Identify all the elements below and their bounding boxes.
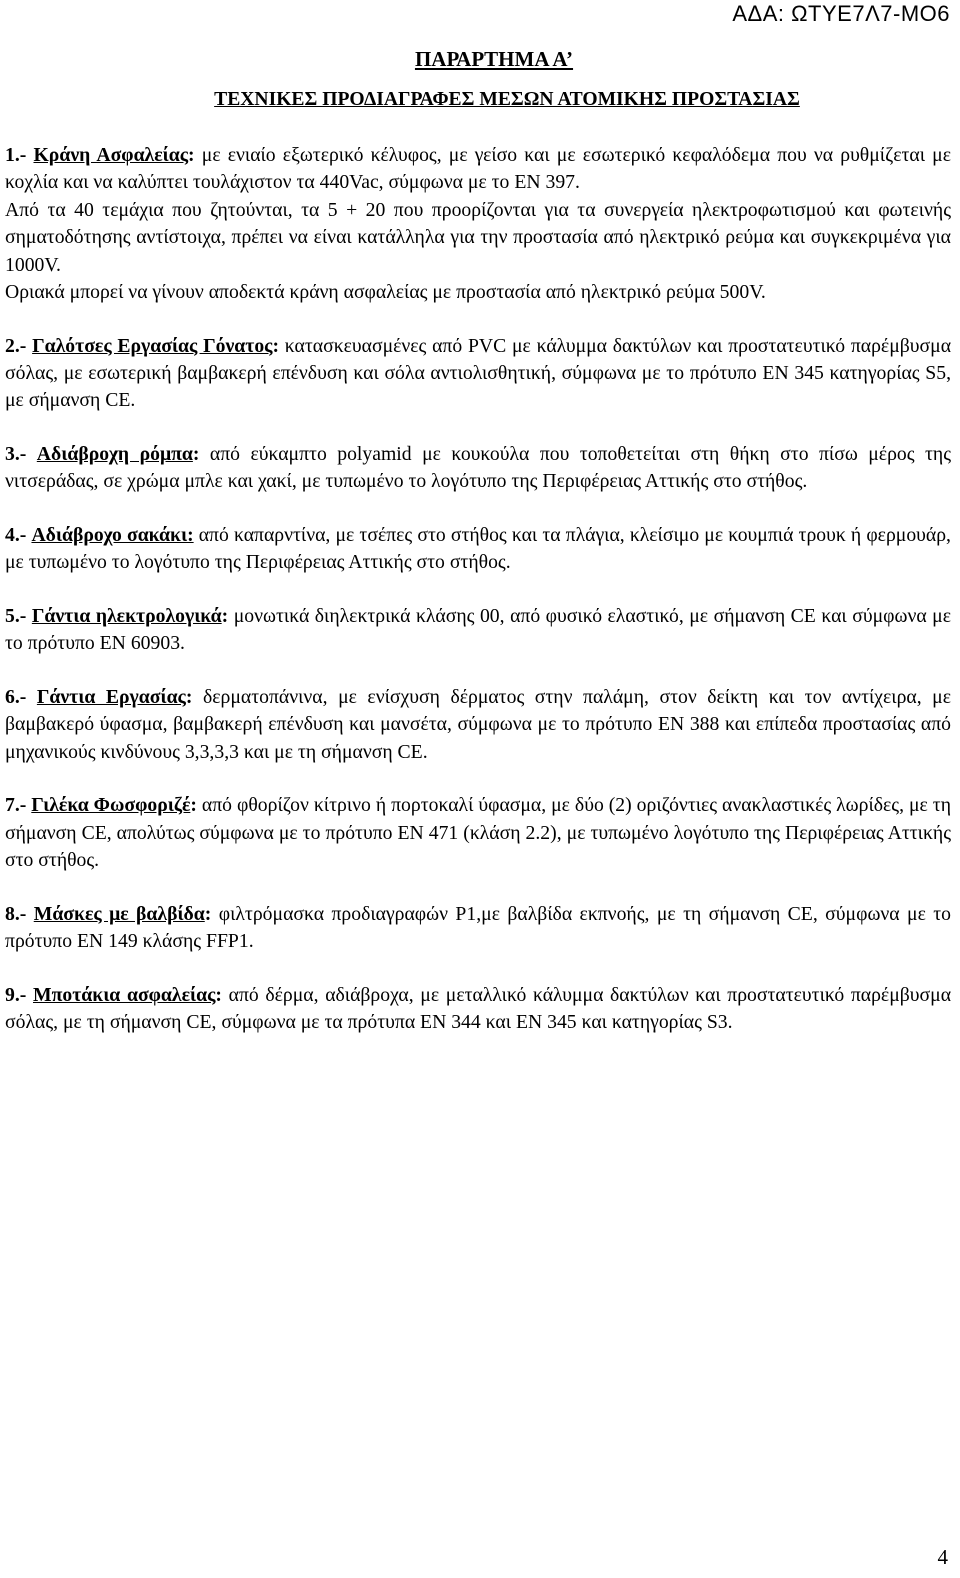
item-name: Αδιάβροχη ρόμπα bbox=[36, 443, 193, 466]
item-name: Αδιάβροχο σακάκι: bbox=[31, 524, 194, 547]
item-number: 4.- bbox=[5, 524, 27, 547]
item-text: από εύκαμπτο polyamid με κουκούλα που τοποθετείται στη θήκη στο πίσω μέρος της νιτσεράδας, σε χρώμα μπλε και χακί, με τυπωμένο το λογότυπο της Περιφέρειας Αττικής στο στήθος. bbox=[5, 443, 951, 493]
item-number: 9.- bbox=[5, 983, 27, 1006]
item-text: από καπαρντίνα, με τσέπες στο στήθος και τα πλάγια, κλείσιμο με κουμπιά τρουκ ή φερμουάρ, με τυπωμένο το λογότυπο της Περιφέρειας Αττικής στο στήθος. bbox=[5, 524, 951, 574]
item-text: από δέρμα, αδιάβροχα, με μεταλλικό κάλυμμα δακτύλων και προστατευτικό παρέμβυσμα σόλας, με τη σήμανση CE, σύμφωνα με τα πρότυπα ΕΝ 344 και ΕΝ 345 και κατηγορίας S3. bbox=[5, 983, 952, 1034]
item-extra-text: Από τα 40 τεμάχια που ζητούνται, τα 5 + 20 που προορίζονται για τα συνεργεία ηλεκτροφωτισμού και φωτεινής σηματοδότησης αντίστοιχα, πρέπει να είναι κατάλληλα για την προστασία από ηλεκτρικό ρεύμα και συγκεκριμένα για 1000V. bbox=[5, 198, 951, 276]
annex-title: ΠΑΡΑΡΤΗΜΑ Α’ bbox=[414, 47, 574, 71]
item-colon: : bbox=[204, 902, 212, 925]
spec-item-electrical-gloves bbox=[5, 603, 951, 658]
ada-code: ΑΔΑ: ΩΤΥΕ7Λ7-ΜΟ6 bbox=[732, 1, 950, 26]
item-number: 3.- bbox=[5, 443, 27, 466]
item-text: δερματοπάνινα, με ενίσχυση δέρματος στην παλάμη, στον δείκτη και τον αντίχειρα, με βαμβακερό ύφασμα, βαμβακερή επένδυση και μανσέτα, σύμφωνα με το πρότυπο ΕΝ 388 και επίπεδα προστασίας από μηχανικούς κινδύνους 3,3,3,3 και με τη σήμανση CE. bbox=[5, 686, 951, 763]
item-text: μονωτικά διηλεκτρικά κλάσης 00, από φυσικό ελαστικό, με σήμανση CE και σύμφωνα με το πρότυπο ΕΝ 60903. bbox=[5, 605, 951, 655]
item-name: Μάσκες με βαλβίδα bbox=[33, 902, 205, 925]
item-colon: : bbox=[215, 983, 222, 1006]
spec-list bbox=[5, 142, 951, 1063]
item-colon: : bbox=[190, 794, 197, 817]
spec-item-work-gloves bbox=[5, 684, 951, 766]
item-colon: : bbox=[192, 443, 200, 466]
item-text: κατασκευασμένες από PVC με κάλυμμα δακτύλων και προστατευτικό παρέμβυσμα σόλας, με εσωτερική βαμβακερή επένδυση και σόλα αντιολισθητική, σύμφωνα με το πρότυπο ΕΝ 345 κατηγορίας S5, με σήμανση CE. bbox=[5, 334, 952, 412]
item-text: από φθορίζον κίτρινο ή πορτοκαλί ύφασμα, με δύο (2) οριζόντιες ανακλαστικές λωρίδες, με τη σήμανση CE, απολύτως σύμφωνα με το πρότυπο ΕΝ 471 (κλάση 2.2), με τυπωμένο λογότυπο της Περιφέρειας Αττικής στο στήθος. bbox=[5, 794, 951, 872]
item-name: Μποτάκια ασφαλείας bbox=[33, 983, 216, 1006]
item-name: Γάντια ηλεκτρολογικά bbox=[31, 605, 222, 628]
item-name: Κράνη Ασφαλείας bbox=[33, 144, 189, 166]
item-number: 7.- bbox=[5, 794, 27, 817]
item-number: 8.- bbox=[5, 902, 27, 925]
item-text: φιλτρόμασκα προδιαγραφών P1,με βαλβίδα εκπνοής, με τη σήμανση CE, σύμφωνα με το πρότυπο ΕΝ 149 κλάσης FFP1. bbox=[5, 902, 951, 953]
spec-item-vests bbox=[5, 792, 951, 874]
spec-item-robe bbox=[5, 441, 951, 496]
item-text: με ενιαίο εξωτερικό κέλυφος, με γείσο και με εσωτερικό κεφαλόδεμα που να ρυθμίζεται με κοχλία και να καλύπτει τουλάχιστον τα 440Vac, σύμφωνα με το ΕΝ 397. bbox=[5, 144, 952, 194]
item-colon: : bbox=[188, 144, 195, 166]
item-number: 6.- bbox=[5, 686, 27, 709]
item-name: Γαλότσες Εργασίας Γόνατος bbox=[32, 334, 273, 357]
item-name: Γιλέκα Φωσφοριζέ bbox=[31, 794, 191, 817]
specs-title: ΤΕΧΝΙΚΕΣ ΠΡΟΔΙΑΓΡΑΦΕΣ ΜΕΣΩΝ ΑΤΟΜΙΚΗΣ ΠΡΟΣΤΑΣΙΑΣ bbox=[214, 89, 800, 110]
item-number: 5.- bbox=[5, 605, 27, 628]
item-colon: : bbox=[185, 686, 193, 709]
spec-item-jacket bbox=[5, 522, 951, 577]
spec-item-boots bbox=[5, 333, 951, 415]
spec-item-safety-shoes bbox=[5, 982, 951, 1037]
spec-item-masks bbox=[5, 901, 951, 956]
item-number: 1.- bbox=[5, 144, 27, 166]
item-extra-text: Οριακά μπορεί να γίνουν αποδεκτά κράνη ασφαλείας με προστασία από ηλεκτρικό ρεύμα 500V. bbox=[5, 281, 766, 304]
spec-item-helmets bbox=[5, 142, 951, 306]
page-number: 4 bbox=[937, 1545, 948, 1569]
item-name: Γάντια Εργασίας bbox=[36, 686, 186, 709]
item-colon: : bbox=[272, 334, 280, 357]
item-colon: : bbox=[221, 605, 229, 628]
item-number: 2.- bbox=[5, 334, 27, 357]
